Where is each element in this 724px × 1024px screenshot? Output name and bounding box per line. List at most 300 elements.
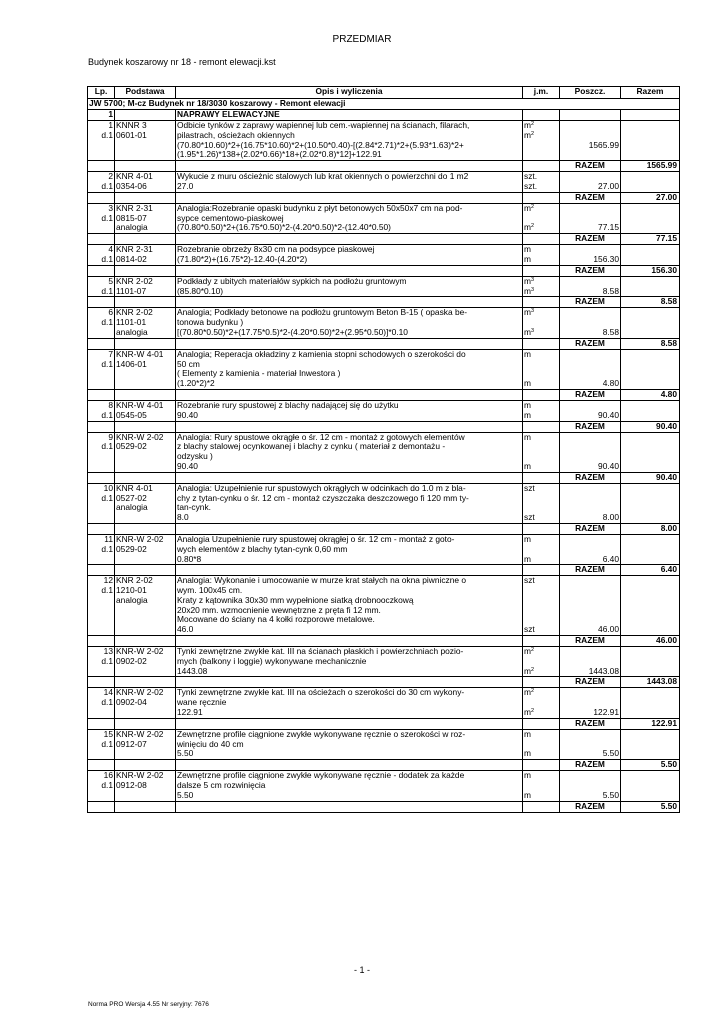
unit-text: $m^3$ xyxy=(524,285,535,296)
item-desc-line: ( Elementy z kamienia - materiał Inwestora ) xyxy=(177,368,341,379)
razem-spacer xyxy=(176,421,523,432)
item-unit xyxy=(523,534,560,564)
razem-value: 1443.08 xyxy=(621,677,680,688)
item-basis-text: 0814-02 xyxy=(116,253,147,264)
item-description xyxy=(176,308,523,338)
item-basis-text: KNR-W 2-02 xyxy=(116,770,164,781)
item-desc-line: wane ręcznie xyxy=(177,697,227,708)
razem-label: RAZEM xyxy=(560,421,621,432)
item-lp-text: 8 xyxy=(108,400,113,410)
item-basis xyxy=(115,771,176,801)
item-description xyxy=(176,576,523,636)
item-lp-text: 16 xyxy=(103,770,113,781)
item-desc-line: chy z tytan-cynku o śr. 12 cm - montaż czyszczaka deszczowego fi 120 mm ty- xyxy=(177,492,469,503)
table-row xyxy=(88,576,680,636)
razem-spacer xyxy=(523,234,560,245)
item-calc-line: 5.50 xyxy=(177,748,194,759)
item-poszcz-value: 8.58 xyxy=(602,326,619,337)
item-desc-line: Rozebranie rury spustowej z blachy nadającej się do użytku xyxy=(177,400,399,410)
razem-row xyxy=(88,472,680,483)
unit-exponent: 2 xyxy=(530,203,535,210)
item-poszcz-value: 90.40 xyxy=(598,409,619,420)
razem-spacer xyxy=(176,472,523,483)
group-spacer xyxy=(523,110,560,121)
razem-value: 8.00 xyxy=(621,523,680,534)
unit-text: m xyxy=(524,770,531,781)
table-row xyxy=(88,203,680,233)
item-calc-line: [(70.80*0.50)*2+(17.75*0.5)*2-(4.20*0.50)*2+(2.95*0.50)]*0.10 xyxy=(177,326,408,337)
item-desc-line: Tynki zewnętrzne zwykłe kat. III na ścianach płaskich i powierzchniach pozio- xyxy=(177,646,464,657)
header-poszcz: Poszcz. xyxy=(560,87,621,99)
item-calc-line: 90.40 xyxy=(177,460,198,471)
item-poszcz-value: 46.00 xyxy=(598,624,619,635)
item-basis-text: 0815-07 xyxy=(116,212,147,223)
razem-spacer xyxy=(115,297,176,308)
group-spacer xyxy=(560,110,621,121)
item-calc-line: 1443.08 xyxy=(177,665,208,676)
razem-label: RAZEM xyxy=(560,523,621,534)
razem-label: RAZEM xyxy=(560,718,621,729)
item-unit xyxy=(523,688,560,718)
razem-spacer xyxy=(523,389,560,400)
blank-line xyxy=(524,442,558,452)
item-desc-line: Analogia; Podkłady betonowe na podłożu gruntowym Beton B-15 ( opaska be- xyxy=(177,307,468,318)
unit-text: m xyxy=(524,409,531,420)
razem-spacer xyxy=(115,192,176,203)
unit-exponent: 2 xyxy=(530,130,535,137)
item-lp xyxy=(88,534,115,564)
razem-label: RAZEM xyxy=(560,338,621,349)
item-razem-cell xyxy=(621,576,680,636)
unit-text: m xyxy=(524,349,531,359)
item-basis-text: 0912-08 xyxy=(116,780,147,791)
item-poszcz-value: 77.15 xyxy=(598,222,619,233)
razem-row xyxy=(88,161,680,172)
unit-exponent: 2 xyxy=(530,223,535,230)
razem-spacer xyxy=(88,234,115,245)
item-razem-cell xyxy=(621,121,680,161)
unit-text: szt xyxy=(524,624,535,635)
item-basis-text: KNR 2-02 xyxy=(116,307,153,318)
item-basis xyxy=(115,432,176,472)
razem-spacer xyxy=(88,801,115,812)
item-poszcz xyxy=(560,432,621,472)
item-desc-line: odzysku ) xyxy=(177,451,213,462)
unit-text: $m^3$ xyxy=(524,326,535,337)
razem-value: 5.50 xyxy=(621,760,680,771)
item-razem-cell xyxy=(621,172,680,193)
item-basis xyxy=(115,276,176,297)
unit-text: szt xyxy=(524,512,535,523)
header-opis: Opis i wyliczenia xyxy=(176,87,523,99)
unit-text: $m^2$ xyxy=(524,707,535,718)
razem-spacer xyxy=(88,472,115,483)
item-calc-line: (1.95*1.26)*138+(2.02*0.66)*18+(2.02*0.8)*12]+122.91 xyxy=(177,149,382,160)
item-calc-line: 5.50 xyxy=(177,789,194,800)
razem-label: RAZEM xyxy=(560,234,621,245)
item-basis-text: 0527-02 xyxy=(116,492,147,503)
blank-line xyxy=(561,121,619,131)
blank-line xyxy=(561,350,619,360)
razem-row xyxy=(88,297,680,308)
razem-spacer xyxy=(523,760,560,771)
item-basis-text: KNR-W 2-02 xyxy=(116,432,164,442)
item-lp-text: d.1 xyxy=(101,655,113,666)
blank-line xyxy=(561,586,619,596)
item-basis-text: KNR-W 2-02 xyxy=(116,687,164,698)
group-row xyxy=(88,110,680,121)
item-basis-text: KNR 2-02 xyxy=(116,575,153,586)
item-razem-cell xyxy=(621,647,680,677)
blank-line xyxy=(561,484,619,494)
item-unit xyxy=(523,483,560,523)
razem-spacer xyxy=(115,718,176,729)
item-lp xyxy=(88,576,115,636)
item-basis-text: KNR-W 2-02 xyxy=(116,534,164,544)
item-description xyxy=(176,483,523,523)
item-description xyxy=(176,276,523,297)
razem-value: 156.30 xyxy=(621,265,680,276)
razem-spacer xyxy=(88,636,115,647)
razem-spacer xyxy=(88,523,115,534)
item-basis-text: 0902-02 xyxy=(116,655,147,666)
item-lp-text: d.1 xyxy=(101,253,113,264)
razem-label: RAZEM xyxy=(560,297,621,308)
item-lp xyxy=(88,688,115,718)
item-calc-line: 46.0 xyxy=(177,624,194,635)
blank-line xyxy=(561,494,619,504)
item-poszcz xyxy=(560,245,621,266)
item-description xyxy=(176,729,523,759)
item-basis xyxy=(115,647,176,677)
razem-spacer xyxy=(176,338,523,349)
group-spacer xyxy=(115,110,176,121)
item-basis xyxy=(115,349,176,389)
item-calc-line: 0.80*8 xyxy=(177,553,202,564)
item-basis-text: 1406-01 xyxy=(116,358,147,369)
razem-spacer xyxy=(88,565,115,576)
item-calc-line: (71.80*2)+(16.75*2)-12.40-(4.20*2) xyxy=(177,253,308,264)
item-lp-text: 4 xyxy=(108,244,113,255)
razem-spacer xyxy=(176,523,523,534)
unit-text: m xyxy=(524,432,531,442)
item-unit xyxy=(523,771,560,801)
item-lp-text: 6 xyxy=(108,307,113,318)
razem-spacer xyxy=(523,565,560,576)
unit-text: m xyxy=(524,400,531,410)
item-lp-text: 1 xyxy=(108,120,113,130)
item-poszcz-value: 8.58 xyxy=(602,285,619,296)
item-desc-line: Rozebranie obrzeży 8x30 cm na podsypce piaskowej xyxy=(177,244,375,255)
item-razem-cell xyxy=(621,729,680,759)
table-row xyxy=(88,276,680,297)
item-razem-cell xyxy=(621,400,680,421)
item-lp-text: d.1 xyxy=(101,492,113,503)
razem-spacer xyxy=(523,265,560,276)
item-unit xyxy=(523,245,560,266)
blank-line xyxy=(524,360,558,370)
item-razem-cell xyxy=(621,308,680,338)
item-razem-cell xyxy=(621,771,680,801)
item-lp-text: d.1 xyxy=(101,317,113,328)
blank-line xyxy=(561,204,619,214)
item-description xyxy=(176,647,523,677)
item-description xyxy=(176,432,523,472)
item-basis-text: 1101-07 xyxy=(116,285,147,296)
item-poszcz xyxy=(560,483,621,523)
razem-spacer xyxy=(523,472,560,483)
razem-label: RAZEM xyxy=(560,760,621,771)
item-desc-line: Analogia: Rury spustowe okrągłe o śr. 12 cm - montaż z gotowych elementów xyxy=(177,432,465,442)
item-basis-text: KNR-W 4-01 xyxy=(116,400,164,410)
unit-text: m xyxy=(524,748,531,759)
item-basis-text: 1101-01 xyxy=(116,317,147,328)
item-basis xyxy=(115,688,176,718)
item-basis-text: KNR 4-01 xyxy=(116,483,153,493)
razem-value: 46.00 xyxy=(621,636,680,647)
item-poszcz-value: 4.80 xyxy=(602,378,619,389)
unit-exponent: 2 xyxy=(530,708,535,715)
item-desc-line: Odbicie tynków z zaprawy wapiennej lub cem.-wapiennej na ścianach, filarach, xyxy=(177,120,470,130)
item-desc-line: Analogia; Reperacja okładziny z kamienia stopni schodowych o szerokości do xyxy=(177,349,466,359)
razem-spacer xyxy=(115,801,176,812)
razem-spacer xyxy=(88,389,115,400)
item-lp-text: 10 xyxy=(103,483,113,493)
blank-line xyxy=(524,586,558,596)
razem-spacer xyxy=(523,636,560,647)
razem-spacer xyxy=(88,192,115,203)
blank-line xyxy=(561,308,619,318)
item-unit xyxy=(523,729,560,759)
item-lp xyxy=(88,771,115,801)
table-row xyxy=(88,688,680,718)
item-lp xyxy=(88,483,115,523)
item-desc-line: Zewnętrzne profile ciągnione zwykłe wykonywane ręcznie - dodatek za każde xyxy=(177,770,465,781)
item-basis-text: KNR-W 2-02 xyxy=(116,646,164,657)
razem-spacer xyxy=(88,421,115,432)
item-lp xyxy=(88,121,115,161)
item-basis-text: analogia xyxy=(116,222,148,233)
item-lp xyxy=(88,400,115,421)
item-poszcz-value: 90.40 xyxy=(598,460,619,471)
item-poszcz-value: 5.50 xyxy=(602,748,619,759)
item-lp-text: 2 xyxy=(108,171,113,182)
item-unit xyxy=(523,203,560,233)
unit-text: szt. xyxy=(524,171,538,182)
item-basis-text: 0529-02 xyxy=(116,441,147,452)
item-basis-text: 0912-07 xyxy=(116,738,147,749)
item-lp xyxy=(88,432,115,472)
page-number: - 1 - xyxy=(353,965,370,975)
razem-row xyxy=(88,636,680,647)
table-row xyxy=(88,400,680,421)
razem-spacer xyxy=(176,265,523,276)
item-unit xyxy=(523,121,560,161)
item-calc-line: (1.20*2)*2 xyxy=(177,378,215,389)
table-header-row xyxy=(88,87,680,99)
item-basis-text: analogia xyxy=(116,326,148,337)
razem-spacer xyxy=(176,389,523,400)
unit-text: $m^3$ xyxy=(524,307,535,318)
item-description xyxy=(176,688,523,718)
item-lp-text: 12 xyxy=(103,575,113,586)
item-razem-cell xyxy=(621,432,680,472)
item-desc-line: Zewnętrzne profile ciągnione zwykłe wykonywane ręcznie o szerokości w roz- xyxy=(177,729,466,739)
table-row xyxy=(88,483,680,523)
razem-spacer xyxy=(523,523,560,534)
unit-text: m xyxy=(524,789,531,800)
blank-line xyxy=(524,606,558,616)
item-basis-text: analogia xyxy=(116,594,148,605)
item-lp xyxy=(88,245,115,266)
item-desc-line: tonowa budynku ) xyxy=(177,317,244,328)
item-poszcz-value: 122.91 xyxy=(593,707,619,718)
table-body xyxy=(88,99,680,813)
item-desc-line: 20x20 mm. wzmocnienie wewnętrzne z pręta fi 12 mm. xyxy=(177,604,381,615)
blank-line xyxy=(561,360,619,370)
item-desc-line: Analogia:Rozebranie opaski budynku z płyt betonowych 50x50x7 cm na pod- xyxy=(177,203,463,213)
razem-spacer xyxy=(115,338,176,349)
unit-text: m xyxy=(524,460,531,471)
item-desc-line: wych elementów z blachy tytan-cynk 0,60 mm xyxy=(177,543,348,554)
blank-line xyxy=(561,771,619,781)
table-row xyxy=(88,172,680,193)
item-lp-text: d.1 xyxy=(101,697,113,708)
item-poszcz-value: 156.30 xyxy=(593,253,619,264)
section-title: JW 5700; M-cz Budynek nr 18/3030 koszarowy - Remont elewacji xyxy=(88,99,680,110)
item-poszcz-value: 1565.99 xyxy=(588,139,619,150)
item-poszcz xyxy=(560,172,621,193)
razem-value: 122.91 xyxy=(621,718,680,729)
item-poszcz xyxy=(560,534,621,564)
razem-spacer xyxy=(523,718,560,729)
razem-spacer xyxy=(88,161,115,172)
unit-text: m xyxy=(524,553,531,564)
unit-text: szt. xyxy=(524,180,538,191)
item-lp-text: d.1 xyxy=(101,129,113,140)
item-desc-line: pilastrach, ościeżach okiennych xyxy=(177,129,295,140)
razem-value: 8.58 xyxy=(621,297,680,308)
item-lp xyxy=(88,276,115,297)
item-basis xyxy=(115,534,176,564)
unit-text: $m^2$ xyxy=(524,646,535,657)
item-lp xyxy=(88,203,115,233)
unit-text: $m^2$ xyxy=(524,665,535,676)
item-lp xyxy=(88,647,115,677)
table-row xyxy=(88,245,680,266)
razem-spacer xyxy=(115,472,176,483)
razem-label: RAZEM xyxy=(560,192,621,203)
item-poszcz xyxy=(560,349,621,389)
razem-spacer xyxy=(523,192,560,203)
item-desc-line: Tynki zewnętrzne zwykłe kat. III na ościeżach o szerokości do 30 cm wykony- xyxy=(177,687,465,698)
group-lp: 1 xyxy=(88,110,115,121)
unit-exponent: 3 xyxy=(530,308,535,315)
item-poszcz-value: 5.50 xyxy=(602,789,619,800)
razem-spacer xyxy=(88,718,115,729)
item-poszcz xyxy=(560,121,621,161)
item-basis xyxy=(115,308,176,338)
item-basis-text: 0902-04 xyxy=(116,697,147,708)
unit-exponent: 3 xyxy=(530,286,535,293)
unit-text: m xyxy=(524,253,531,264)
item-lp-text: d.1 xyxy=(101,585,113,596)
item-lp-text: d.1 xyxy=(101,738,113,749)
footer-note: Norma PRO Wersja 4.55 Nr seryjny: 7676 xyxy=(88,1001,209,1008)
unit-text: szt xyxy=(524,575,535,586)
item-poszcz-value: 8.00 xyxy=(602,512,619,523)
item-poszcz xyxy=(560,688,621,718)
unit-exponent: 2 xyxy=(530,647,535,654)
item-basis-text: KNNR 3 xyxy=(116,120,147,130)
item-lp-text: d.1 xyxy=(101,358,113,369)
razem-value: 5.50 xyxy=(621,801,680,812)
table-row xyxy=(88,432,680,472)
item-lp-text: 14 xyxy=(103,687,113,698)
item-desc-line: Analogia: Wykonanie i umocowanie w murze krat stałych na okna piwniczne o xyxy=(177,575,467,586)
item-basis xyxy=(115,576,176,636)
unit-text: $m^2$ xyxy=(524,203,535,213)
razem-spacer xyxy=(176,192,523,203)
razem-spacer xyxy=(115,565,176,576)
item-basis-text: KNR 2-02 xyxy=(116,276,153,286)
table-row xyxy=(88,308,680,338)
unit-exponent: 3 xyxy=(530,276,535,283)
blank-line xyxy=(561,596,619,606)
razem-row xyxy=(88,801,680,812)
table-row xyxy=(88,729,680,759)
item-lp xyxy=(88,729,115,759)
item-unit xyxy=(523,308,560,338)
item-unit xyxy=(523,432,560,472)
razem-value: 90.40 xyxy=(621,472,680,483)
item-calc-line: (70.80*0.50)*2+(16.75*0.50)*2-(4.20*0.50)*2-(12.40*0.50) xyxy=(177,222,391,233)
razem-spacer xyxy=(176,234,523,245)
razem-row xyxy=(88,234,680,245)
item-unit xyxy=(523,349,560,389)
item-razem-cell xyxy=(621,276,680,297)
unit-text: szt xyxy=(524,483,535,493)
item-description xyxy=(176,349,523,389)
item-lp-text: 9 xyxy=(108,432,113,442)
item-basis xyxy=(115,203,176,233)
razem-spacer xyxy=(176,718,523,729)
blank-line xyxy=(561,535,619,545)
item-poszcz xyxy=(560,203,621,233)
razem-spacer xyxy=(523,677,560,688)
item-lp-text: 5 xyxy=(108,276,113,286)
razem-label: RAZEM xyxy=(560,265,621,276)
item-basis xyxy=(115,400,176,421)
razem-spacer xyxy=(176,297,523,308)
razem-row xyxy=(88,523,680,534)
item-poszcz xyxy=(560,647,621,677)
header-razem: Razem xyxy=(621,87,680,99)
razem-spacer xyxy=(115,677,176,688)
item-unit xyxy=(523,172,560,193)
razem-spacer xyxy=(176,760,523,771)
header-jm: j.m. xyxy=(523,87,560,99)
item-desc-line: Analogia Uzupełnienie rury spustowej okrągłej o śr. 12 cm - montaż z goto- xyxy=(177,534,455,544)
item-desc-line: winięciu do 40 cm xyxy=(177,738,244,749)
item-calc-line: 8.0 xyxy=(177,512,189,523)
item-poszcz-value: 1443.08 xyxy=(588,665,619,676)
przedmiar-table xyxy=(87,86,680,813)
razem-row xyxy=(88,760,680,771)
unit-text: $m^2$ xyxy=(524,222,535,233)
item-basis-text: 0545-05 xyxy=(116,409,147,420)
item-razem-cell xyxy=(621,534,680,564)
